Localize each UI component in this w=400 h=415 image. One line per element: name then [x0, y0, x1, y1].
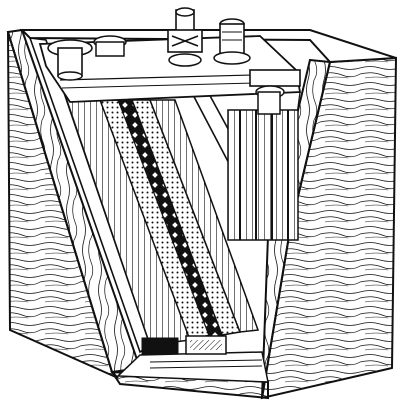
plate-rest-left [142, 338, 178, 354]
right-terminal [214, 19, 250, 64]
vent-cap [94, 36, 126, 56]
center-terminal [168, 8, 202, 66]
cell-cover [40, 8, 300, 114]
